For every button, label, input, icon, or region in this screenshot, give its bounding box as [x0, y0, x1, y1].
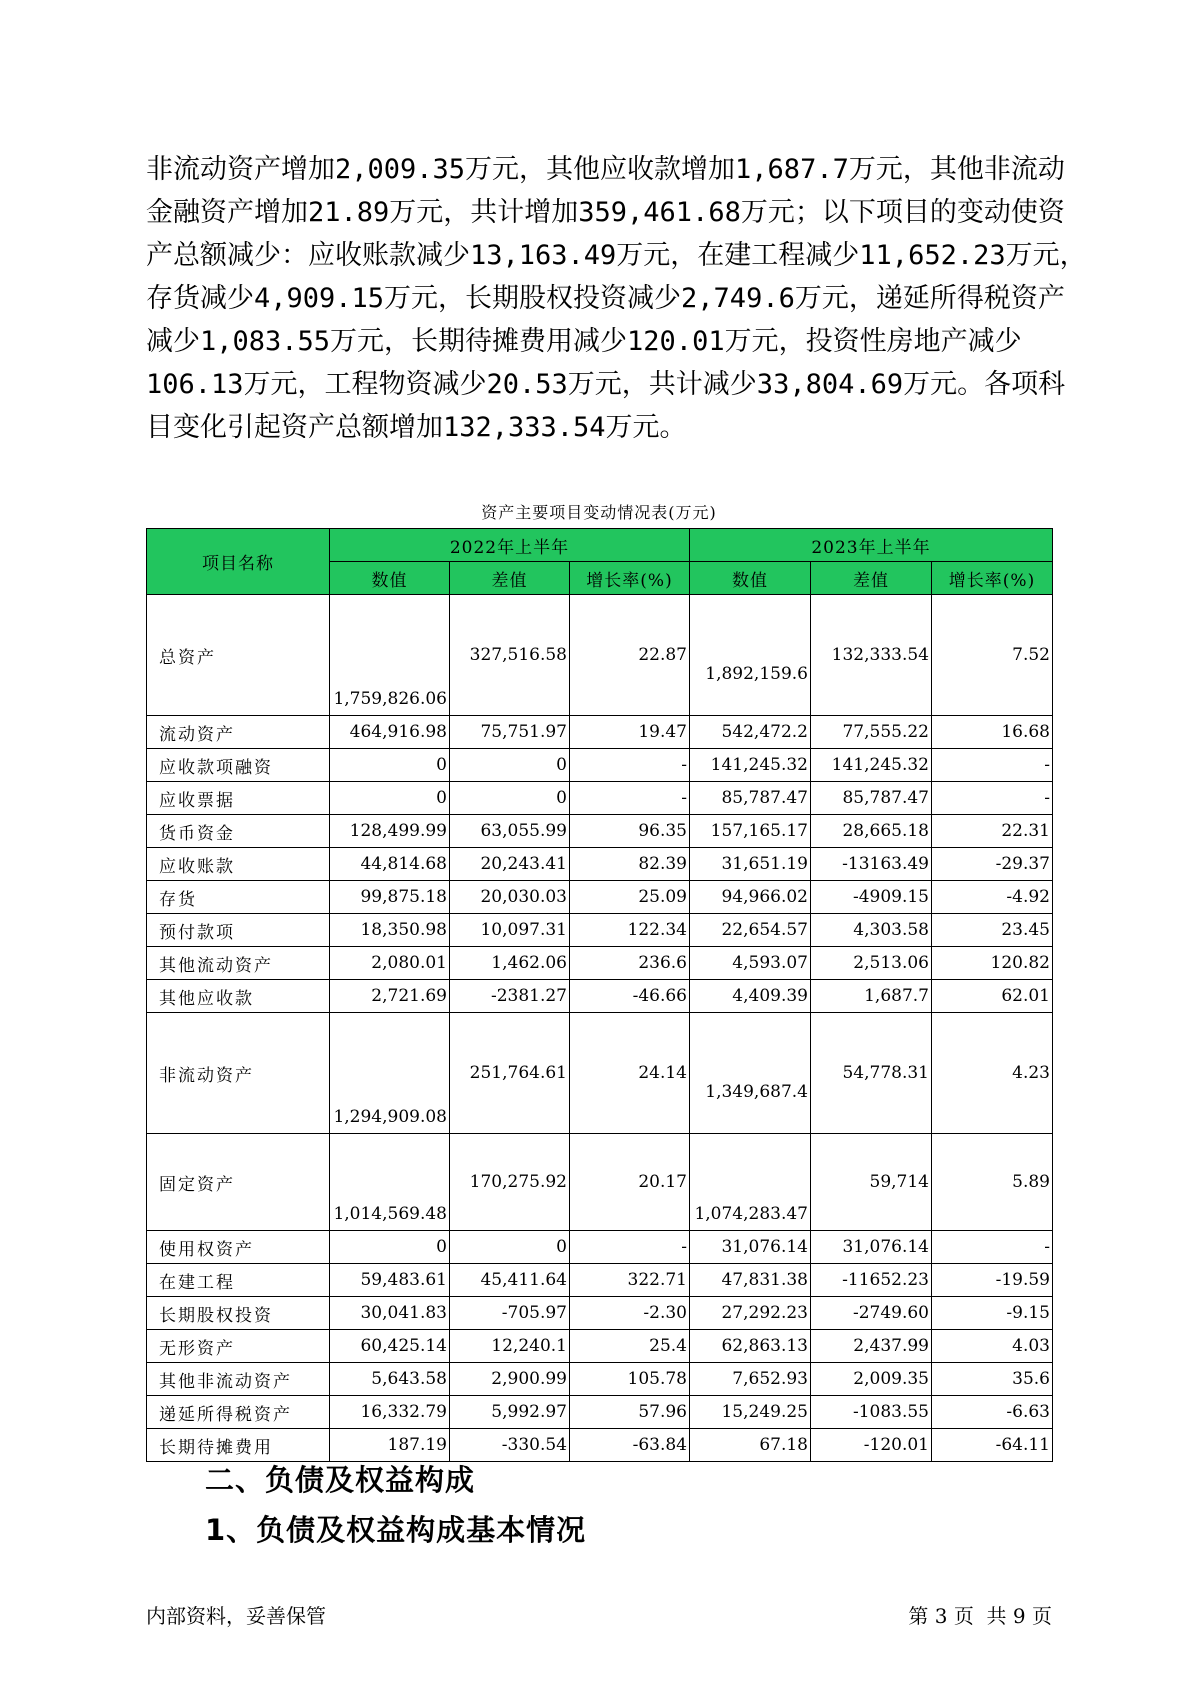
table-cell: 7.52: [932, 595, 1053, 716]
section-heading: 二、负债及权益构成: [205, 1463, 476, 1497]
table-cell: 85,787.47: [811, 782, 932, 815]
table-cell: 18,350.98: [330, 914, 450, 947]
table-cell: 28,665.18: [811, 815, 932, 848]
row-item-name: 其他应收款: [147, 980, 330, 1013]
table-cell: 128,499.99: [330, 815, 450, 848]
table-cell: 7,652.93: [690, 1363, 811, 1396]
table-cell: -: [570, 782, 690, 815]
subheader-value-2023: 数值: [690, 562, 811, 595]
paragraph-line: 非流动资产增加2,009.35万元，其他应收款增加1,687.7万元，其他非流动: [146, 154, 1065, 185]
table-row: [147, 1013, 1053, 1134]
table-cell: 1,349,687.4: [690, 1013, 811, 1134]
header-period-2023: 2023年上半年: [690, 529, 1053, 562]
table-cell: 5,992.97: [450, 1396, 570, 1429]
subheader-rate-2022: 增长率(%): [570, 562, 690, 595]
table-row: [147, 1134, 1053, 1231]
table-cell: 1,462.06: [450, 947, 570, 980]
asset-change-table: [146, 528, 1053, 1462]
table-cell: 25.4: [570, 1330, 690, 1363]
table-row: [147, 947, 1053, 980]
paragraph-line: 目变化引起资产总额增加132,333.54万元。: [146, 412, 687, 443]
table-cell: 1,892,159.6: [690, 595, 811, 716]
row-item-name: 流动资产: [147, 716, 330, 749]
table-cell: 85,787.47: [690, 782, 811, 815]
table-cell: -64.11: [932, 1429, 1053, 1462]
table-cell: 44,814.68: [330, 848, 450, 881]
table-cell: 141,245.32: [811, 749, 932, 782]
table-cell: 120.82: [932, 947, 1053, 980]
table-cell: 2,900.99: [450, 1363, 570, 1396]
header-period-2022: 2022年上半年: [330, 529, 690, 562]
table-cell: 62.01: [932, 980, 1053, 1013]
table-cell: 57.96: [570, 1396, 690, 1429]
paragraph-line: 减少1,083.55万元，长期待摊费用减少120.01万元，投资性房地产减少: [146, 326, 1022, 357]
table-row: [147, 1264, 1053, 1297]
table-cell: 0: [330, 749, 450, 782]
subheader-rate-2023: 增长率(%): [932, 562, 1053, 595]
table-cell: 82.39: [570, 848, 690, 881]
table-cell: 59,483.61: [330, 1264, 450, 1297]
paragraph-line: 金融资产增加21.89万元，共计增加359,461.68万元；以下项目的变动使资: [146, 197, 1065, 228]
table-cell: 62,863.13: [690, 1330, 811, 1363]
table-cell: 0: [450, 782, 570, 815]
table-cell: 20,030.03: [450, 881, 570, 914]
table-cell: 10,097.31: [450, 914, 570, 947]
table-cell: 35.6: [932, 1363, 1053, 1396]
row-item-name: 货币资金: [147, 815, 330, 848]
table-cell: 30,041.83: [330, 1297, 450, 1330]
table-cell: -4909.15: [811, 881, 932, 914]
table-cell: 23.45: [932, 914, 1053, 947]
table-cell: 22.31: [932, 815, 1053, 848]
table-cell: -2381.27: [450, 980, 570, 1013]
table-cell: 99,875.18: [330, 881, 450, 914]
table-cell: 54,778.31: [811, 1013, 932, 1134]
row-item-name: 其他流动资产: [147, 947, 330, 980]
row-item-name: 预付款项: [147, 914, 330, 947]
table-cell: 15,249.25: [690, 1396, 811, 1429]
table-cell: 105.78: [570, 1363, 690, 1396]
table-row: [147, 980, 1053, 1013]
table-cell: -46.66: [570, 980, 690, 1013]
table-cell: -29.37: [932, 848, 1053, 881]
table-cell: -: [932, 782, 1053, 815]
table-row: [147, 848, 1053, 881]
table-cell: 12,240.1: [450, 1330, 570, 1363]
table-row: [147, 1297, 1053, 1330]
table-cell: 47,831.38: [690, 1264, 811, 1297]
table-cell: 122.34: [570, 914, 690, 947]
table-cell: 0: [450, 1231, 570, 1264]
table-cell: 1,014,569.48: [330, 1134, 450, 1231]
table-cell: 27,292.23: [690, 1297, 811, 1330]
table-row: [147, 716, 1053, 749]
table-cell: -: [932, 749, 1053, 782]
table-row: [147, 1396, 1053, 1429]
table-cell: 4,409.39: [690, 980, 811, 1013]
row-item-name: 应收款项融资: [147, 749, 330, 782]
table-cell: -705.97: [450, 1297, 570, 1330]
table-cell: 4,593.07: [690, 947, 811, 980]
table-cell: 60,425.14: [330, 1330, 450, 1363]
table-caption: 资产主要项目变动情况表(万元): [481, 503, 717, 522]
table-cell: 96.35: [570, 815, 690, 848]
row-item-name: 长期股权投资: [147, 1297, 330, 1330]
table-cell: 236.6: [570, 947, 690, 980]
table-cell: -13163.49: [811, 848, 932, 881]
table-cell: 141,245.32: [690, 749, 811, 782]
table-cell: -: [570, 1231, 690, 1264]
table-cell: 542,472.2: [690, 716, 811, 749]
table-cell: 4.23: [932, 1013, 1053, 1134]
table-cell: 31,076.14: [811, 1231, 932, 1264]
footer-page-number: 第 3 页 共 9 页: [908, 1604, 1052, 1628]
row-item-name: 无形资产: [147, 1330, 330, 1363]
table-cell: 16.68: [932, 716, 1053, 749]
table-cell: 0: [330, 1231, 450, 1264]
table-row: [147, 1330, 1053, 1363]
table-cell: 0: [330, 782, 450, 815]
table-cell: -120.01: [811, 1429, 932, 1462]
row-item-name: 非流动资产: [147, 1013, 330, 1134]
table-cell: 77,555.22: [811, 716, 932, 749]
table-row: [147, 815, 1053, 848]
table-cell: 75,751.97: [450, 716, 570, 749]
table-cell: 1,294,909.08: [330, 1013, 450, 1134]
table-row: [147, 1429, 1053, 1462]
table-cell: 63,055.99: [450, 815, 570, 848]
table-cell: 25.09: [570, 881, 690, 914]
body-paragraph: [146, 148, 1087, 449]
row-item-name: 使用权资产: [147, 1231, 330, 1264]
table-cell: 2,721.69: [330, 980, 450, 1013]
table-cell: 1,074,283.47: [690, 1134, 811, 1231]
table-cell: 22,654.57: [690, 914, 811, 947]
table-cell: -11652.23: [811, 1264, 932, 1297]
table-cell: 31,651.19: [690, 848, 811, 881]
table-cell: 187.19: [330, 1429, 450, 1462]
table-cell: 322.71: [570, 1264, 690, 1297]
row-item-name: 应收账款: [147, 848, 330, 881]
table-cell: 16,332.79: [330, 1396, 450, 1429]
table-cell: -2749.60: [811, 1297, 932, 1330]
table-cell: 67.18: [690, 1429, 811, 1462]
table-cell: 327,516.58: [450, 595, 570, 716]
table-cell: 22.87: [570, 595, 690, 716]
table-cell: 2,513.06: [811, 947, 932, 980]
subsection-heading: 1、负债及权益构成基本情况: [205, 1513, 587, 1547]
table-cell: 1,687.7: [811, 980, 932, 1013]
header-item-name: 项目名称: [147, 529, 330, 595]
row-item-name: 总资产: [147, 595, 330, 716]
table-row: [147, 914, 1053, 947]
table-cell: 2,080.01: [330, 947, 450, 980]
paragraph-line: 产总额减少：应收账款减少13,163.49万元，在建工程减少11,652.23万元，: [146, 240, 1087, 271]
table-cell: 31,076.14: [690, 1231, 811, 1264]
table-cell: -1083.55: [811, 1396, 932, 1429]
paragraph-line: 存货减少4,909.15万元，长期股权投资减少2,749.6万元，递延所得税资产: [146, 283, 1065, 314]
subheader-diff-2023: 差值: [811, 562, 932, 595]
table-cell: 59,714: [811, 1134, 932, 1231]
table-cell: 1,759,826.06: [330, 595, 450, 716]
table-cell: -2.30: [570, 1297, 690, 1330]
table-cell: 0: [450, 749, 570, 782]
table-cell: -63.84: [570, 1429, 690, 1462]
table-cell: 20,243.41: [450, 848, 570, 881]
table-row: [147, 881, 1053, 914]
table-cell: -6.63: [932, 1396, 1053, 1429]
table-cell: 20.17: [570, 1134, 690, 1231]
table-row: [147, 595, 1053, 716]
table-cell: 24.14: [570, 1013, 690, 1134]
table-row: [147, 749, 1053, 782]
table-body: [147, 595, 1053, 1462]
table-cell: -330.54: [450, 1429, 570, 1462]
table-cell: 157,165.17: [690, 815, 811, 848]
row-item-name: 在建工程: [147, 1264, 330, 1297]
table-cell: 5.89: [932, 1134, 1053, 1231]
table-cell: 4.03: [932, 1330, 1053, 1363]
subheader-value-2022: 数值: [330, 562, 450, 595]
table-cell: -: [932, 1231, 1053, 1264]
row-item-name: 长期待摊费用: [147, 1429, 330, 1462]
table-cell: 5,643.58: [330, 1363, 450, 1396]
table-row: [147, 1363, 1053, 1396]
row-item-name: 其他非流动资产: [147, 1363, 330, 1396]
row-item-name: 存货: [147, 881, 330, 914]
table-cell: -19.59: [932, 1264, 1053, 1297]
table-cell: 45,411.64: [450, 1264, 570, 1297]
table-cell: -4.92: [932, 881, 1053, 914]
table-cell: 132,333.54: [811, 595, 932, 716]
subheader-diff-2022: 差值: [450, 562, 570, 595]
row-item-name: 应收票据: [147, 782, 330, 815]
table-row: [147, 782, 1053, 815]
table-cell: 464,916.98: [330, 716, 450, 749]
table-cell: 19.47: [570, 716, 690, 749]
table-cell: 170,275.92: [450, 1134, 570, 1231]
table-cell: 2,009.35: [811, 1363, 932, 1396]
table-cell: 251,764.61: [450, 1013, 570, 1134]
table-cell: -: [570, 749, 690, 782]
table-cell: 94,966.02: [690, 881, 811, 914]
table-cell: 2,437.99: [811, 1330, 932, 1363]
row-item-name: 固定资产: [147, 1134, 330, 1231]
footer-confidential: 内部资料，妥善保管: [146, 1604, 326, 1628]
table-cell: -9.15: [932, 1297, 1053, 1330]
row-item-name: 递延所得税资产: [147, 1396, 330, 1429]
table-cell: 4,303.58: [811, 914, 932, 947]
table-row: [147, 1231, 1053, 1264]
paragraph-line: 106.13万元，工程物资减少20.53万元，共计减少33,804.69万元。各项科: [146, 369, 1066, 400]
